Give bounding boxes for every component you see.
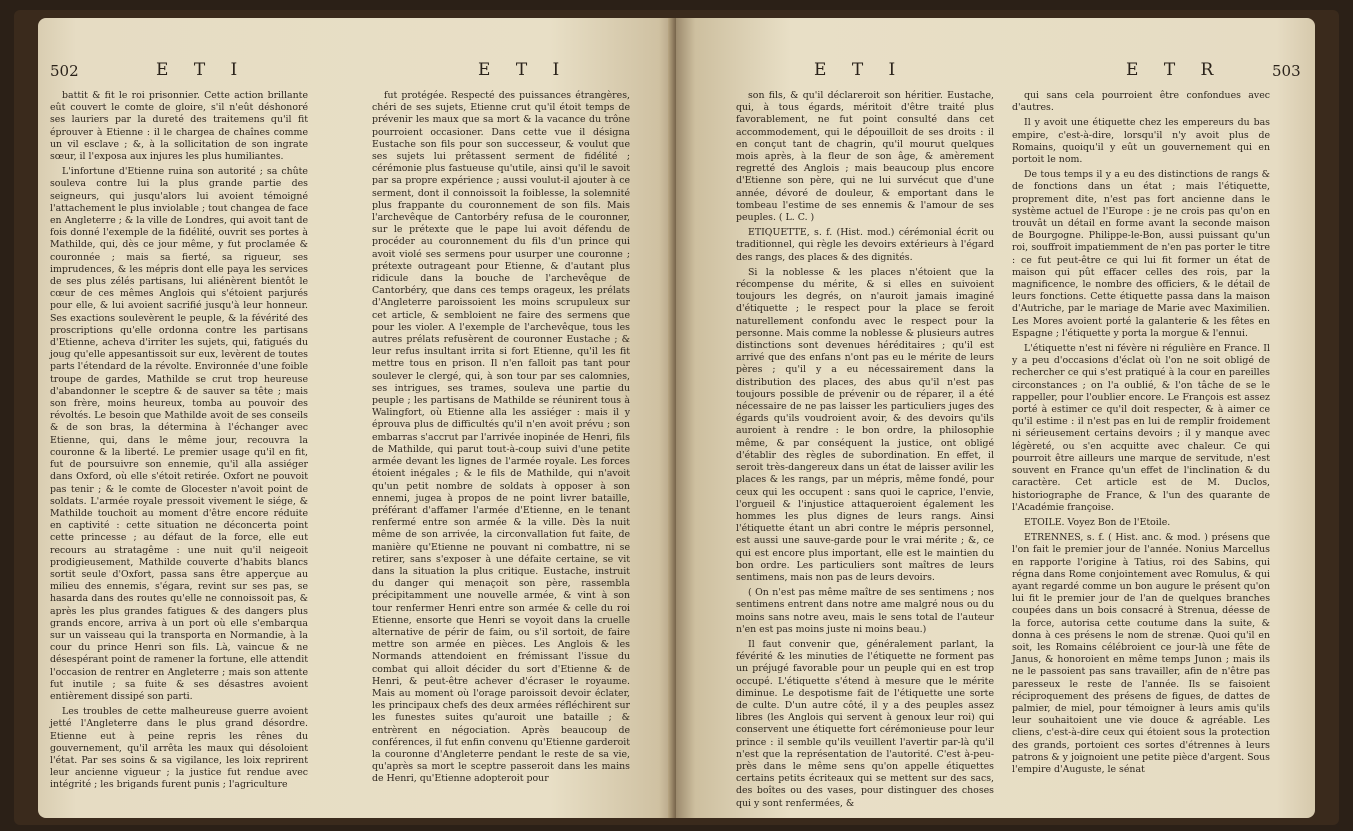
right-page <box>676 18 1315 818</box>
page-number-right: 503 <box>1272 62 1301 80</box>
paragraph: ETIQUETTE, s. f. (Hist. mod.) cérémonial écrit ou traditionnel, qui règle les devoirs extérieurs à l'égard des rangs, des places & des dignités. <box>736 227 994 263</box>
paragraph: Les troubles de cette malheureuse guerre avoient jetté l'Angleterre dans le plus grand désordre. Etienne eut à peine repris les rênes du gouvernement, qu'il arrêta les maux qui désoloient l'état. Par ses soins & sa vigilance, les loix reprirent leur ancienne vigueur ; la justice fut rendue avec intégrité ; les brigands furent punis ; l'agriculture <box>50 706 308 791</box>
text-column-left-1 <box>50 90 308 795</box>
running-head: E T I <box>814 60 906 80</box>
left-page <box>38 18 678 818</box>
paragraph: ETOILE. Voyez Bon de l'Etoile. <box>1024 516 1171 528</box>
paragraph: ETRENNES, s. f. ( Hist. anc. & mod. ) présens que l'on fait le premier jour de l'année. Nonius Marcellus en rapporte l'origine à Tatius, roi des Sabins, qui régna dans Rome conjointement avec Romulus, & qui ayant regardé comme un bon augure le présent qu'on lui fit le premier jour de l'an de quelques branches coupées dans un bois consacré à Strenua, déesse de la force, autorisa cette coutume dans la suite, & donna à ces présens le nom de strenæ. Quoi qu'il en soit, les Romains célébroient ce jour-là une fête de Janus, & honoroient en même temps Junon ; mais ils ne le passoient pas sans travailler, afin de n'être pas paresseux le reste de l'année. Ils se faisoient réciproquement des présens de figues, de dattes de palmier, de miel, pour témoigner à leurs amis qu'ils leur souhaitoient une vie douce & agréable. Les cliens, c'est-à-dire ceux qui étoient sous la protection des grands, portoient ces sortes d'étrennes à leurs patrons & y joignoient une petite pièce d'argent. Sous l'empire d'Auguste, le sénat <box>1012 532 1270 775</box>
paragraph: Si la noblesse & les places n'étoient que la récompense du mérite, & si elles en suivoient toujours les degrés, on n'auroit jamais imaginé d'étiquette ; le respect pour la place se feroit naturellement confondu avec le respect pour la personne. Mais comme la noblesse & plusieurs autres distinctions sont devenues héréditaires ; qu'il est arrivé que des enfans n'ont pas eu le mérite de leurs pères ; qu'il y a eu nécessairement dans la distribution des places, des abus qu'il n'est pas toujours possible de prévenir ou de réparer, il a été nécessaire de ne pas laisser les particuliers juges des égards qu'ils voudroient avoir, & des devoirs qu'ils auroient à rendre : le bon ordre, la philosophie même, & par conséquent la justice, ont obligé d'établir des règles de subordination. En effet, il seroit très-dangereux dans un état de laisser avilir les places & les rangs, par un mépris, même fondé, pour ceux qui les occupent : sans quoi le caprice, l'envie, l'orgueil & l'injustice attaqueroient également les hommes les plus dignes de leurs rangs. Ainsi l'étiquette étant un abri contre le mépris personnel, est aussi une sauve-garde pour le vrai mérite ; &, ce qui est encore plus important, elle est le maintien du bon ordre. Les particuliers sont maîtres de leurs sentimens, mais non pas de leurs devoirs. <box>736 266 994 583</box>
left-page-header <box>38 62 678 88</box>
running-head: E T I <box>478 60 570 80</box>
page-number-left: 502 <box>50 62 79 80</box>
paragraph: son fils, & qu'il déclareroit son héritier. Eustache, qui, à tous égards, méritoit d'être traité plus favorablement, ne fut point consulté dans cet accommodement, qui le dépouilloit de ses droits : il en conçut tant de chagrin, qu'il mourut quelques mois après, à la fleur de son âge, & amèrement regretté des Anglois ; mais beaucoup plus encore d'Etienne son père, qui ne lui survécut que d'une année, dévoré de douleur, & emportant dans le tombeau l'estime de ses ennemis & l'amour de ses peuples. ( L. C. ) <box>736 90 994 224</box>
paragraph: battit & fit le roi prisonnier. Cette action brillante eût couvert le comte de gloire, s'il n'eût déshonoré ses lauriers par la dureté des traitemens qu'il fit éprouver à Etienne : il le chargea de chaînes comme un vil esclave ; &, à la sollicitation de son ingrate sœur, il l'exposa aux injures les plus humiliantes. <box>50 90 308 163</box>
text-column-right-1 <box>736 90 994 813</box>
paragraph: Il y avoit une étiquette chez les empereurs du bas empire, c'est-à-dire, lorsqu'il n'y avoit plus de Romains, quoiqu'il y eût un gouvernement qui en portoit le nom. <box>1012 117 1270 166</box>
paragraph: De tous temps il y a eu des distinctions de rangs & de fonctions dans un état ; mais l'étiquette, proprement dite, n'est pas fort ancienne dans le système actuel de l'Europe : je ne crois pas qu'on en trouvât un détail en forme avant la seconde maison de Bourgogne. Philippe-le-Bon, aussi puissant qu'un roi, souffroit impatiemment de n'en pas porter le titre : ce fut peut-être ce qui lui fit former un état de maison qui pût effacer celles des rois, par la magnificence, le nombre des officiers, & le détail de leurs fonctions. Cette étiquette passa dans la maison d'Autriche, par le mariage de Marie avec Maximilien. Les Mores avoient porté la galanterie & les fêtes en Espagne ; l'étiquette y porta la morgue & l'ennui. <box>1012 169 1270 339</box>
running-head: E T I <box>156 60 248 80</box>
right-page-header <box>676 62 1315 88</box>
paragraph: qui sans cela pourroient être confondues avec d'autres. <box>1012 90 1270 114</box>
paragraph: L'infortune d'Etienne ruina son autorité ; sa chûte souleva contre lui la plus grande partie des seigneurs, qui jusqu'alors lui avoient témoigné l'attachement le plus inviolable ; tout changea de face en Angleterre ; & la ville de Londres, qui avoit tant de fois donné l'exemple de la fidélité, ouvrit ses portes à Mathilde, qui, dès ce jour même, y fut proclamée & couronnée ; mais sa fierté, sa rigueur, ses imprudences, & les mépris dont elle paya les services de ses plus zélés partisans, lui aliénèrent bientôt le cœur de ces mêmes Anglois qui s'étoient parjurés pour elle, & lui avoient sacrifié jusqu'à leur honneur. Ses exactions soulevèrent le peuple, & la févérité des proscriptions qu'elle ordonna contre les partisans d'Etienne, acheva d'irriter les sujets, qui, fatigués du joug qu'elle appesantissoit sur eux, levèrent de toutes parts l'étendard de la révolte. Environnée d'une foible troupe de gardes, Mathilde se crut trop heureuse d'abandonner le sceptre & de sauver sa tête ; mais son frère, moins heureux, tomba au pouvoir des révoltés. Le besoin que Mathilde avoit de ses conseils & de son bras, la détermina à l'échanger avec Etienne, qui, dans le même jour, recouvra la couronne & la liberté. Le premier usage qu'il en fit, fut de poursuivre son ennemie, qu'il alla assiéger dans Oxford, où elle s'étoit retirée. Oxfort ne pouvoit pas tenir ; & le comte de Glocester n'avoit point de soldats. L'armée royale pressoit vivement le siége, & Mathilde touchoit au moment d'être encore réduite en captivité : cette situation ne déconcerta point cette princesse ; au défaut de la force, elle eut recours au stratagême : une nuit qu'il neigeoit prodigieusement, Mathilde couverte d'habits blancs sortit seule d'Oxfort, passa sans être apperçue au milieu des ennemis, s'égara, revint sur ses pas, se hasarda dans des routes qu'elle ne connoissoit pas, & après les plus grandes fatigues & des dangers plus grands encore, arriva à un port où elle s'embarqua sur un vaisseau qui la transporta en Normandie, à la cour du prince Henri son fils. Là, vaincue & ne désespérant point de ramener la fortune, elle attendit l'occasion de rentrer en Angleterre ; mais son attente fut inutile ; sa fuite & ses désastres avoient entièrement dissipé son parti. <box>50 166 308 702</box>
paragraph: fut protégée. Respecté des puissances étrangères, chéri de ses sujets, Etienne crut qu'il étoit temps de prévenir les maux que sa mort & la vacance du trône pourroient occasioner. Dans cette vue il désigna Eustache son fils pour son successeur, & voulut que ses sujets lui prêtassent serment de fidélité ; cérémonie plus fastueuse qu'utile, ainsi qu'il le savoit par sa propre expérience ; aussi voulut-il ajouter à ce serment, dont il connoissoit la foiblesse, la solemnité plus frappante du couronnement de son fils. Mais l'archevêque de Cantorbéry refusa de le couronner, sur le prétexte que le pape lui avoit défendu de procéder au couronnement du fils d'un prince qui avoit violé ses sermens pour usurper une couronne ; prétexte outrageant pour Etienne, & d'autant plus ridicule dans la bouche de l'archevêque de Cantorbéry, que dans ces temps orageux, les prélats d'Angleterre paroissoient les moins scrupuleux sur cet article, & sembloient ne faire des sermens que pour les violer. A l'exemple de l'archevêque, tous les autres prélats refusèrent de couronner Eustache ; & leur refus insultant irrita si fort Etienne, qu'il les fit mettre tous en prison. Il n'en falloit pas tant pour soulever le clergé, qui, à son tour par ses calomnies, ses intrigues, ses trames, souleva une partie du peuple ; les partisans de Mathilde se réunirent tous à Walingfort, où Etienne alla les assiéger : mais il y éprouva plus de difficultés qu'il n'en avoit prévu ; son embarras s'accrut par l'arrivée inopinée de Henri, fils de Mathilde, qui parut tout-à-coup suivi d'une petite armée devant les lignes de l'armée royale. Les forces étoient inégales ; & le fils de Mathilde, qui n'avoit qu'un petit nombre de soldats à opposer à son ennemi, jugea à propos de ne point livrer bataille, préférant d'affamer l'armée d'Etienne, en le tenant renfermé entre son armée & la ville. Dès la nuit même de son arrivée, la circonvallation fut faite, de manière qu'Etienne ne pouvant ni combattre, ni se retirer, sans s'exposer à une défaite certaine, se vit dans la situation la plus critique. Eustache, instruit du danger qui menaçoit son père, rassembla précipitamment une nouvelle armée, & vint à son tour renfermer Henri entre son armée & celle du roi Etienne, ensorte que Henri se voyoit dans la cruelle alternative de périr de faim, ou s'il sortoit, de faire mettre son armée en pièces. Les Anglois & les Normands attendoient en frémissant l'issue du combat qui alloit décider du sort d'Etienne & de Henri, & peut-être achever d'écraser le royaume. Mais au moment où l'orage paroissoit devoir éclater, les principaux chefs des deux armées réfléchirent sur les funestes suites qu'auroit une bataille ; & entrèrent en négociation. Après beaucoup de conférences, il fut enfin convenu qu'Etienne garderoit la couronne d'Angleterre pendant le reste de sa vie, qu'après sa mort le sceptre passeroit dans les mains de Henri, qu'Etienne adopteroit pour <box>372 90 630 785</box>
text-column-left-2 <box>372 90 630 789</box>
text-column-right-2 <box>1012 90 1270 779</box>
paragraph: ( On n'est pas même maître de ses sentimens ; nos sentimens entrent dans notre ame malgré nous ou du moins sans notre aveu, mais le sens total de l'auteur n'en est pas moins juste ni moins beau.) <box>736 587 994 635</box>
paragraph: L'étiquette n'est ni févère ni régulière en France. Il y a peu d'occasions d'éclat où l'on ne soit obligé de rechercher ce qui s'est pratiqué à la cour en pareilles circonstances ; on l'a oublié, & l'on tâche de se le rappeller, pour l'oublier encore. Le François est assez porté à estimer ce qu'il doit respecter, & à aimer ce qu'il estime : il n'est pas en lui de remplir froidement ni sérieusement certains devoirs ; il y manque avec légèreté, ou s'en acquitte avec chaleur. Ce qui pourroit être ailleurs une marque de servitude, n'est souvent en France qu'un effet de l'inclination & du caractère. Cet article est de M. Duclos, historiographe de France, & l'un des quarante de l'Académie françoise. <box>1012 343 1270 513</box>
running-head: E T R <box>1126 60 1224 80</box>
paragraph: Il faut convenir que, généralement parlant, la févérité & les minuties de l'étiquette ne forment pas un préjugé favorable pour un peuple qui en est trop occupé. L'étiquette s'étend à mesure que le mérite diminue. Le despotisme fait de l'étiquette une sorte de culte. D'un autre côté, il y a des peuples assez libres (les Anglois qui servent à genoux leur roi) qui conservent une étiquette fort cérémonieuse pour leur prince : il semble qu'ils veuillent l'avertir par-là qu'il n'est que la représentation de l'autorité. C'est à-peu-près dans le même sens qu'on appelle étiquettes certains petits écriteaux qui se mettent sur des sacs, des boîtes ou des vases, pour distinguer des choses qui y sont renfermées, & <box>736 638 994 809</box>
